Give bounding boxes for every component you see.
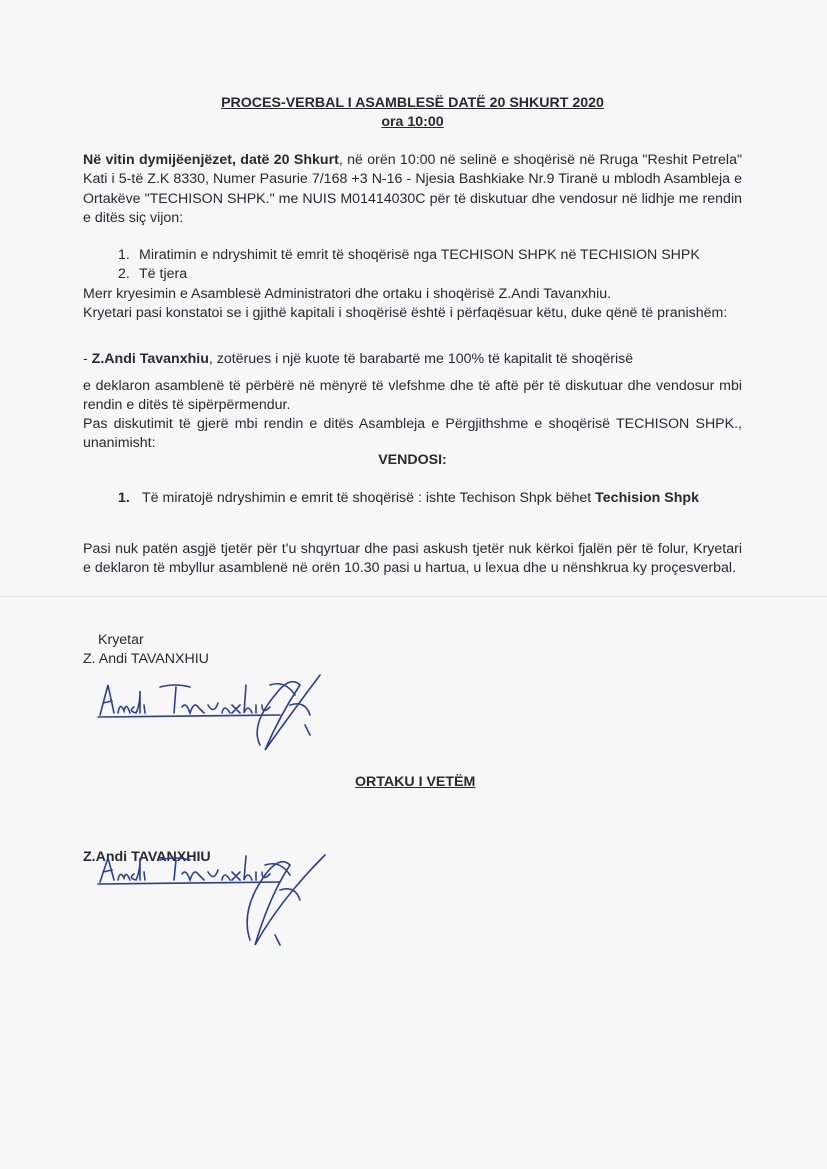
shareholder-text: , zotërues i një kuote të barabartë me 100% të kapitalit të shoqërisë — [208, 351, 634, 367]
chairman-name: Z. Andi TAVANXHIU — [83, 651, 209, 667]
chairman-role: Kryetar — [98, 632, 144, 648]
agenda-text: Të tjera — [139, 266, 188, 283]
shareholder-name: Z.Andi Tavanxhiu — [91, 351, 209, 367]
closing-paragraph: Pasi nuk patën asgjë tjetër për t'u shqyrtuar dhe pasi askush tjetër nuk kërkoi fjalën për të folur, Kryetari e deklaron të mbyllur asamblenë në orën 10.30 pasi u hartua, u lexua dhe u nënshkrua ky proçesverbal. — [83, 541, 742, 577]
decision-number: 1. — [118, 490, 130, 506]
quorum-line: Kryetari pasi konstatoi se i gjithë kapitali i shoqërisë është i përfaqësuar këtu, duke qënë të pranishëm: — [83, 305, 728, 321]
agenda-list — [118, 246, 700, 285]
declaration: e deklaron asamblenë të përbërë në mënyrë të vlefshme dhe të aftë për të diskutuar dhe vendosur mbi rendin e ditës të sipërpërmendur. — [83, 378, 742, 414]
chairman-signature — [90, 655, 350, 765]
agenda-text: Miratimin e ndryshimit të emrit të shoqërisë nga TECHISON SHPK në TECHISION SHPK — [139, 247, 700, 263]
chair-line: Merr kryesimin e Asamblesë Administratori dhe ortaku i shoqërisë Z.Andi Tavanxhiu. — [83, 286, 612, 302]
intro-text: , në orën 10:00 në selinë e shoqërisë në Rruga "Reshit Petrela" Kati i 5-të Z.K 8330, Numer Pasurie 7/168 +3 N-16 - Njesia Bashkiake Nr.9 Tiranë u mblodh Asambleja e Ortakëve "TECHISON SHPK." me NUIS M01414030C për të diskutuar dhe vendosur në lidhje me rendin e ditës siç vijon: — [83, 152, 742, 226]
new-name: Techision Shpk — [595, 490, 699, 506]
decision-text: Të miratojë ndryshimin e emrit të shoqërisë : ishte Techison Shpk bëhet — [142, 490, 596, 506]
sole-partner-name: Z.Andi TAVANXHIU — [83, 849, 211, 865]
sole-partner-heading: ORTAKU I VETËM — [355, 774, 476, 790]
intro-paragraph — [83, 151, 742, 228]
agenda-item — [118, 246, 700, 265]
meeting-time: ora 10:00 — [381, 114, 444, 130]
decision-item — [118, 490, 699, 506]
intro-lead: Në vitin dymijëenjëzet, datë 20 Shkurt — [83, 152, 339, 168]
shareholder-line — [83, 350, 742, 369]
sole-partner-signature — [90, 850, 350, 960]
agenda-item — [118, 265, 700, 284]
dash: - — [83, 351, 92, 367]
page-title: PROCES-VERBAL I ASAMBLESË DATË 20 SHKURT 2020 — [221, 95, 604, 111]
discussion: Pas diskutimit të gjerë mbi rendin e ditës Asambleja e Përgjithshme e shoqërisë TECHISON SHPK., unanimisht: — [83, 416, 742, 452]
decided-heading: VENDOSI: — [378, 452, 447, 468]
agenda-number: 1. — [118, 247, 130, 263]
agenda-number: 2. — [118, 266, 130, 283]
paper-fold — [0, 596, 827, 597]
